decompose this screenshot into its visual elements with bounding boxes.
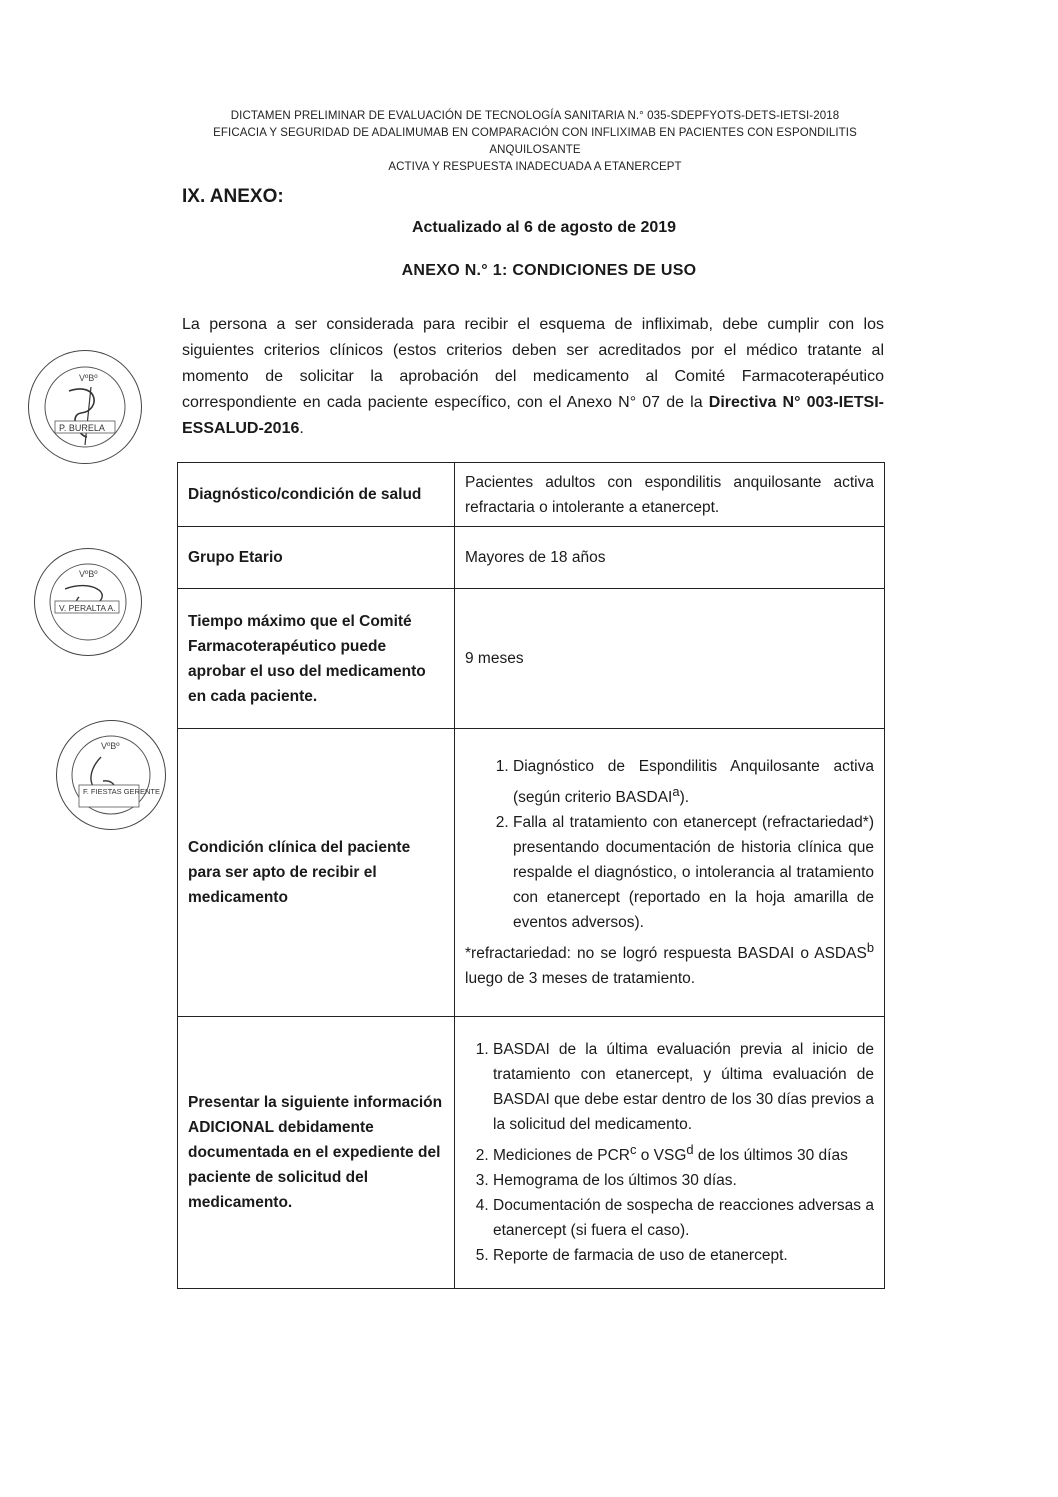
list-item — [513, 754, 874, 810]
row-label-additional-info: Presentar la siguiente información ADICIONAL debidamente documentada en el expediente del paciente de solicitud del medicamento. — [178, 1017, 455, 1289]
note-text: *refractariedad: no se logró respuesta BASDAI o ASDAS — [465, 945, 867, 963]
stamp-3-graphic — [57, 721, 165, 829]
criterion-1-sup: a — [672, 783, 680, 799]
row-value-diagnosis: Pacientes adultos con espondilitis anquilosante activa refractaria o intolerante a etanercept. — [455, 463, 885, 527]
annex-title: ANEXO N.° 1: CONDICIONES DE USO — [401, 262, 697, 279]
row-label-clinical-condition: Condición clínica del paciente para ser apto de recibir el medicamento — [178, 729, 455, 1017]
stamp-1-name: P. BURELA — [59, 423, 105, 433]
intro-end: . — [299, 420, 304, 437]
conditions-table — [177, 462, 885, 1289]
table-row — [178, 729, 885, 1017]
item-2b: o VSG — [636, 1147, 687, 1165]
refractoriness-note — [465, 935, 874, 991]
header-line-2: EFICACIA Y SEGURIDAD DE ADALIMUMAB EN COMPARACIÓN CON INFLIXIMAB EN PACIENTES CON ESPONDILITIS ANQUILOSANTE — [213, 127, 857, 156]
row-value-clinical-condition — [455, 729, 885, 1017]
stamp-1-graphic — [29, 351, 141, 463]
item-2c: de los últimos 30 días — [693, 1147, 848, 1165]
section-title: IX. ANEXO: — [182, 186, 284, 207]
stamp-3-name: F. FIESTAS GERENTE — [83, 787, 160, 796]
approval-stamp-1 — [28, 350, 142, 464]
row-label-max-time: Tiempo máximo que el Comité Farmacoterapéutico puede aprobar el uso del medicamento en cada paciente. — [178, 589, 455, 729]
note-end: luego de 3 meses de tratamiento. — [465, 970, 696, 988]
row-label-diagnosis: Diagnóstico/condición de salud — [178, 463, 455, 527]
table-row — [178, 463, 885, 527]
approval-stamp-2 — [34, 548, 142, 656]
table-row — [178, 589, 885, 729]
stamp-2-top: VºBº — [79, 569, 98, 579]
note-sup: b — [866, 940, 874, 955]
stamp-1-top: VºBº — [79, 373, 98, 383]
criterion-1-end: ). — [679, 789, 690, 806]
row-value-additional-info — [455, 1017, 885, 1289]
additional-info-list — [465, 1037, 874, 1268]
stamp-3-top: VºBº — [101, 741, 120, 751]
intro-paragraph — [182, 312, 884, 442]
stamp-2-graphic — [35, 549, 141, 655]
list-item: 4. Documentación de sospecha de reacciones adversas a etanercept (si fuera el caso). — [493, 1193, 874, 1243]
list-item: 2. Falla al tratamiento con etanercept (refractariedad*) presentando documentación de historia clínica que respalde el diagnóstico, o intolerancia al tratamiento con etanercept (reportado en la hoja amarilla de eventos adversos). — [513, 810, 874, 935]
item-2-sup2: d — [686, 1141, 694, 1157]
item-2-sup1: c — [629, 1141, 637, 1157]
stamp-2-name: V. PERALTA A. — [59, 603, 116, 613]
clinical-criteria-list — [465, 754, 874, 935]
row-value-max-time: 9 meses — [455, 589, 885, 729]
criterion-1-text: Diagnóstico de Espondilitis Anquilosante activa (según criterio BASDAI — [513, 757, 874, 806]
table-row — [178, 1017, 885, 1289]
update-date: Actualizado al 6 de agosto de 2019 — [411, 219, 677, 236]
table-row — [178, 527, 885, 589]
item-2a: Mediciones de PCR — [493, 1147, 630, 1165]
list-item — [493, 1137, 874, 1168]
intro-directive: Directiva N° 003-IETSI-ESSALUD-2016 — [182, 394, 884, 437]
row-label-age-group: Grupo Etario — [178, 527, 455, 589]
header-line-1: DICTAMEN PRELIMINAR DE EVALUACIÓN DE TECNOLOGÍA SANITARIA N.° 035-SDEPFYOTS-DETS-IETSI-2018 — [230, 110, 840, 122]
list-item: 3. Hemograma de los últimos 30 días. — [493, 1168, 874, 1193]
intro-text: La persona a ser considerada para recibir el esquema de infliximab, debe cumplir con los siguientes criterios clínicos (estos criterios deben ser acreditados por el médico tratante al momento de solicitar la aprobación del medicamento al Comité Farmacoterapéutico correspondiente en cada paciente específico, con el Anexo N° 07 de la — [182, 316, 884, 411]
row-value-age-group: Mayores de 18 años — [455, 527, 885, 589]
document-header — [170, 108, 900, 176]
header-line-3: ACTIVA Y RESPUESTA INADECUADA A ETANERCEPT — [388, 161, 682, 173]
list-item: 5. Reporte de farmacia de uso de etanercept. — [493, 1243, 874, 1268]
list-item: 1. BASDAI de la última evaluación previa al inicio de tratamiento con etanercept, y última evaluación de BASDAI que debe estar dentro de los 30 días previos a la solicitud del medicamento. — [493, 1037, 874, 1137]
approval-stamp-3 — [56, 720, 166, 830]
